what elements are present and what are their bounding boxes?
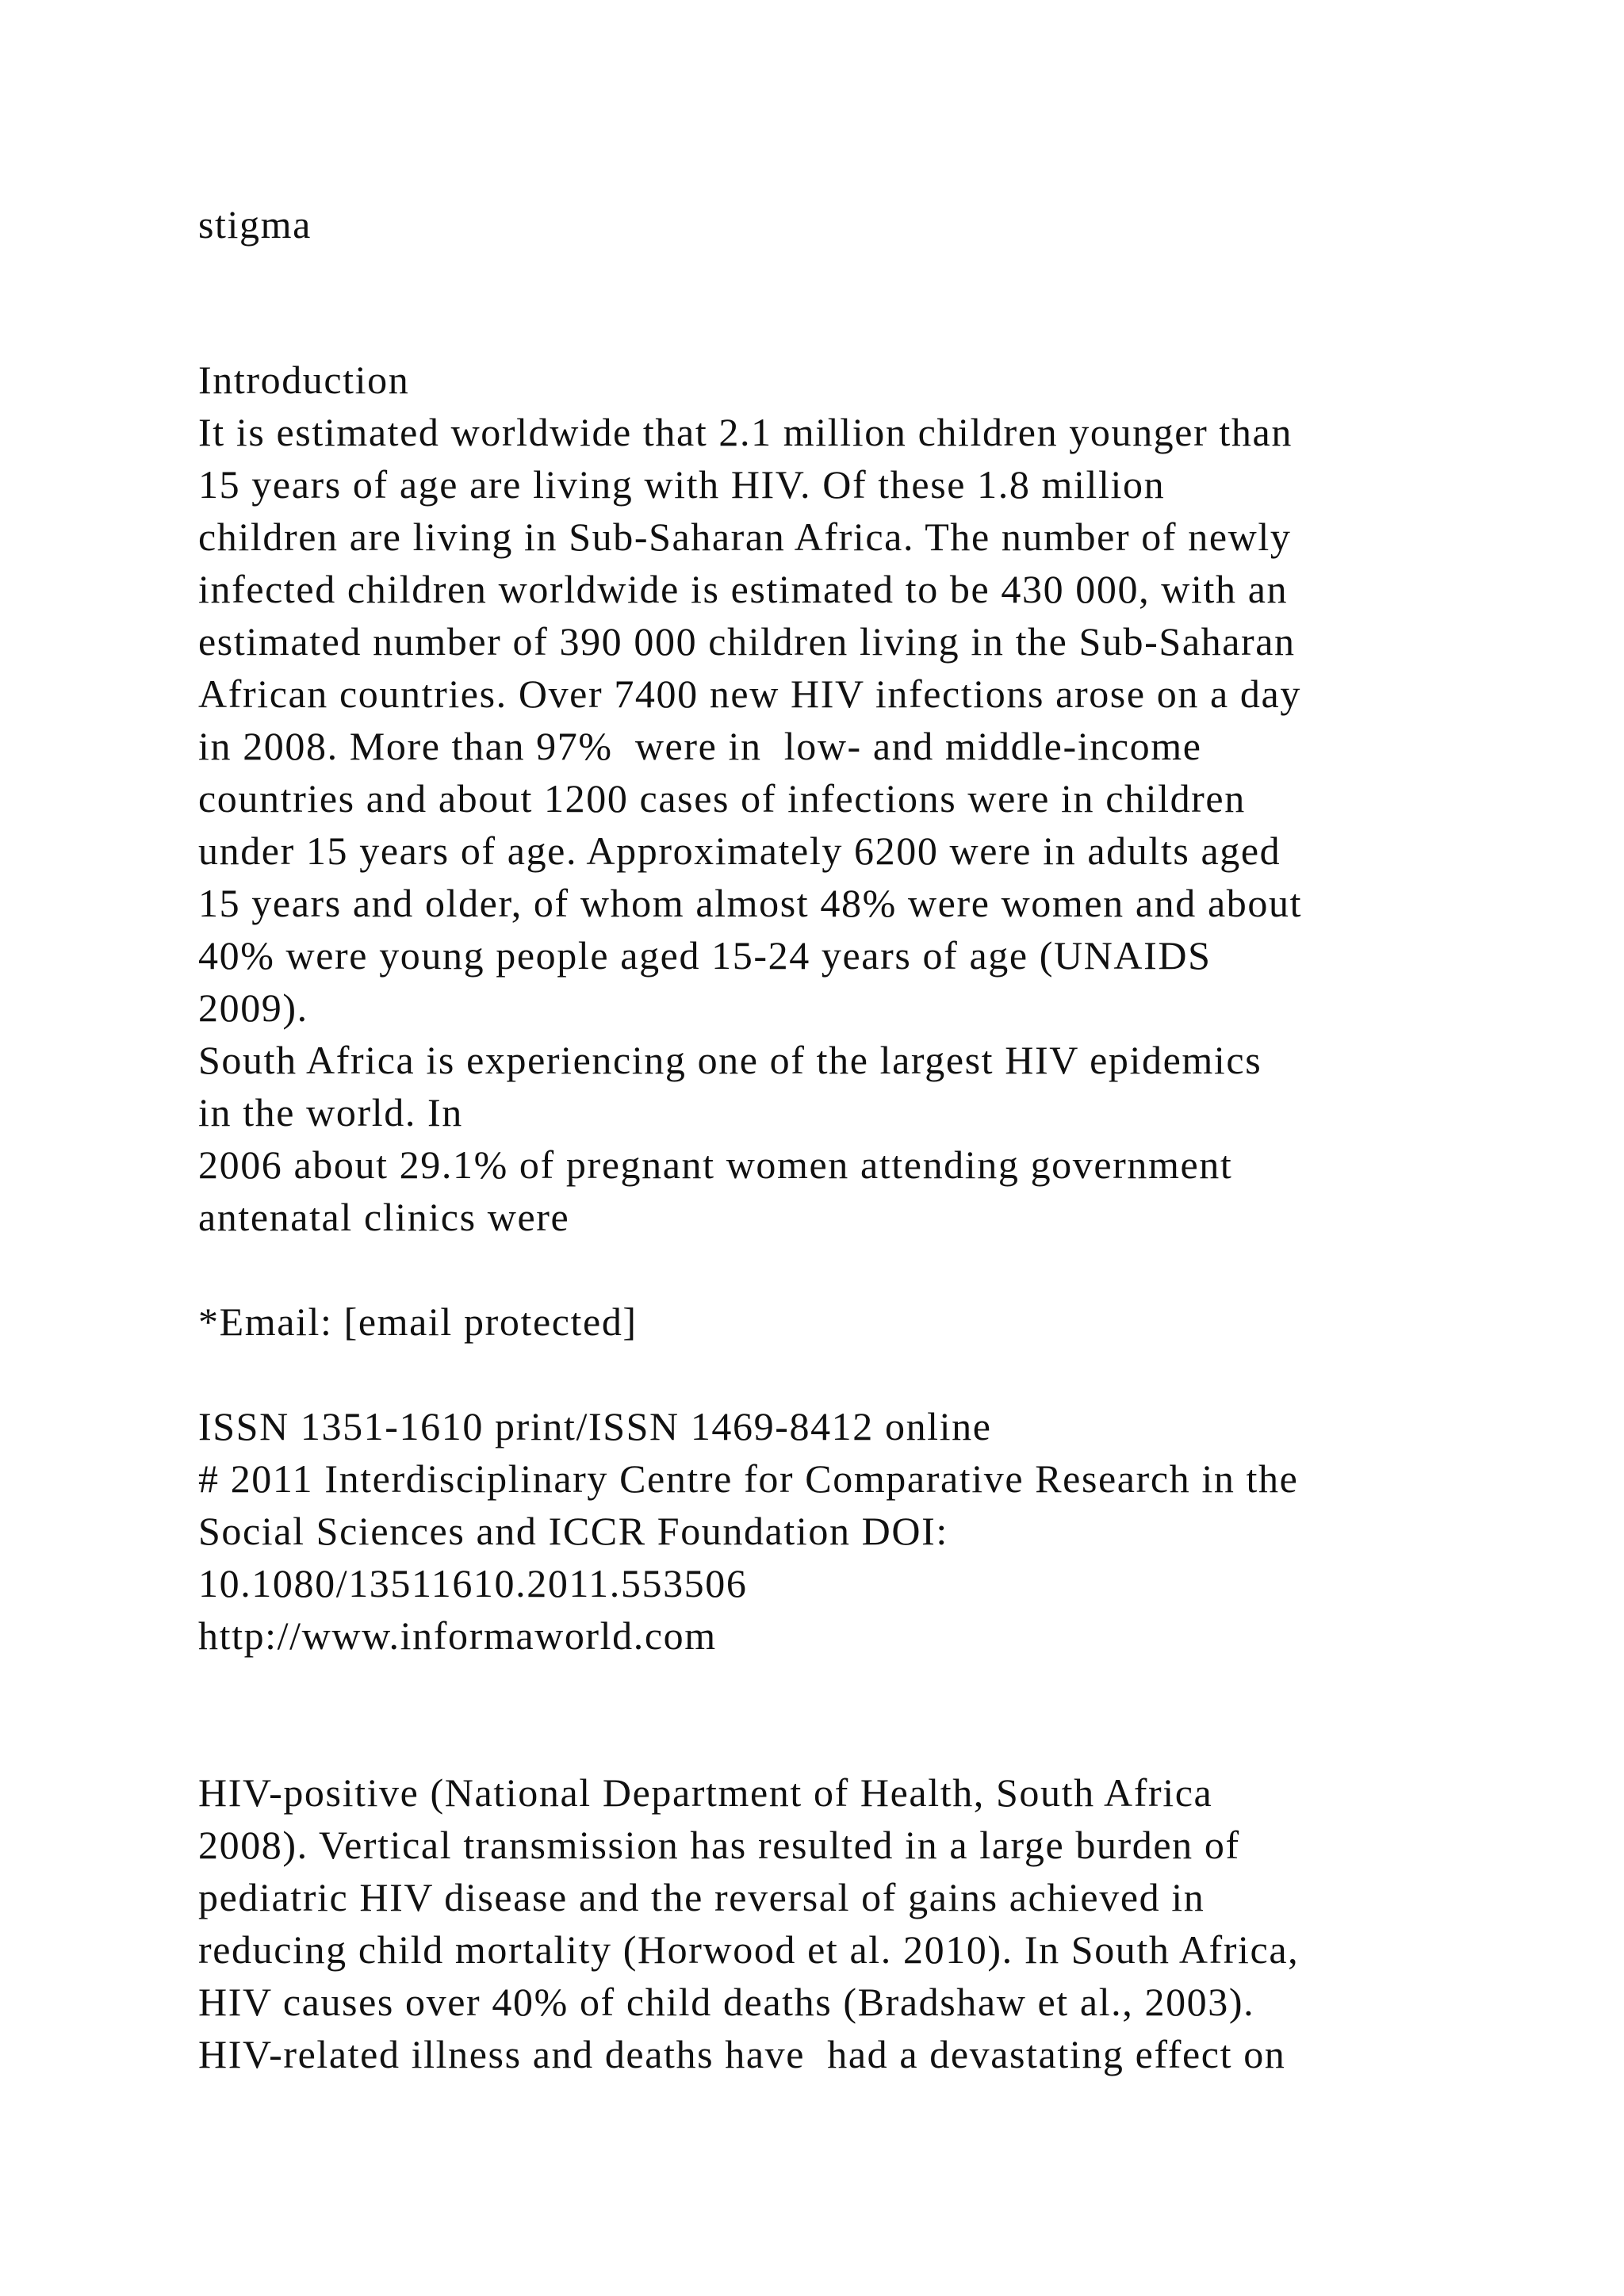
section-heading-introduction: Introduction xyxy=(198,358,410,402)
body-text-line: countries and about 1200 cases of infections were in children xyxy=(198,776,1246,821)
url-line: http://www.informaworld.com xyxy=(198,1613,717,1658)
body-text-line: under 15 years of age. Approximately 6200 were in adults aged xyxy=(198,828,1281,873)
body-text-line: children are living in Sub-Saharan Africa. The number of newly xyxy=(198,515,1292,559)
body-text-line: 40% were young people aged 15-24 years of age (UNAIDS xyxy=(198,933,1212,978)
body-text-line: 2009). xyxy=(198,985,308,1030)
body-text-line: estimated number of 390 000 children living in the Sub-Saharan xyxy=(198,619,1296,664)
body-text-line: HIV-related illness and deaths have had a devastating effect on xyxy=(198,2032,1286,2076)
body-text-line: African countries. Over 7400 new HIV infections arose on a day xyxy=(198,672,1301,716)
body-text-line: in 2008. More than 97% were in low- and middle-income xyxy=(198,724,1202,768)
body-text-line: 2008). Vertical transmission has resulted in a large burden of xyxy=(198,1823,1240,1867)
body-text-line: reducing child mortality (Horwood et al. 2010). In South Africa, xyxy=(198,1927,1300,1972)
issn-line: ISSN 1351-1610 print/ISSN 1469-8412 online xyxy=(198,1404,992,1448)
body-text-line: pediatric HIV disease and the reversal of gains achieved in xyxy=(198,1875,1205,1919)
copyright-line: Social Sciences and ICCR Foundation DOI: xyxy=(198,1509,948,1553)
body-text-line: 15 years and older, of whom almost 48% were women and about xyxy=(198,881,1303,925)
body-text-line: in the world. In xyxy=(198,1090,463,1135)
doi-line: 10.1080/13511610.2011.553506 xyxy=(198,1561,748,1605)
body-text-line: infected children worldwide is estimated to be 430 000, with an xyxy=(198,567,1289,611)
copyright-line: # 2011 Interdisciplinary Centre for Comparative Research in the xyxy=(198,1456,1299,1501)
body-text-line: 2006 about 29.1% of pregnant women attending government xyxy=(198,1142,1233,1187)
body-text-line: HIV causes over 40% of child deaths (Bradshaw et al., 2003). xyxy=(198,1980,1255,2024)
section-keyword: stigma xyxy=(198,202,312,247)
body-text-line: 15 years of age are living with HIV. Of these 1.8 million xyxy=(198,462,1166,507)
body-text-line: South Africa is experiencing one of the largest HIV epidemics xyxy=(198,1038,1262,1082)
body-text-line: HIV-positive (National Department of Health, South Africa xyxy=(198,1770,1213,1815)
body-text-line: It is estimated worldwide that 2.1 million children younger than xyxy=(198,410,1293,454)
body-text-line: antenatal clinics were xyxy=(198,1195,570,1239)
footnote-email: *Email: [email protected] xyxy=(198,1299,638,1344)
